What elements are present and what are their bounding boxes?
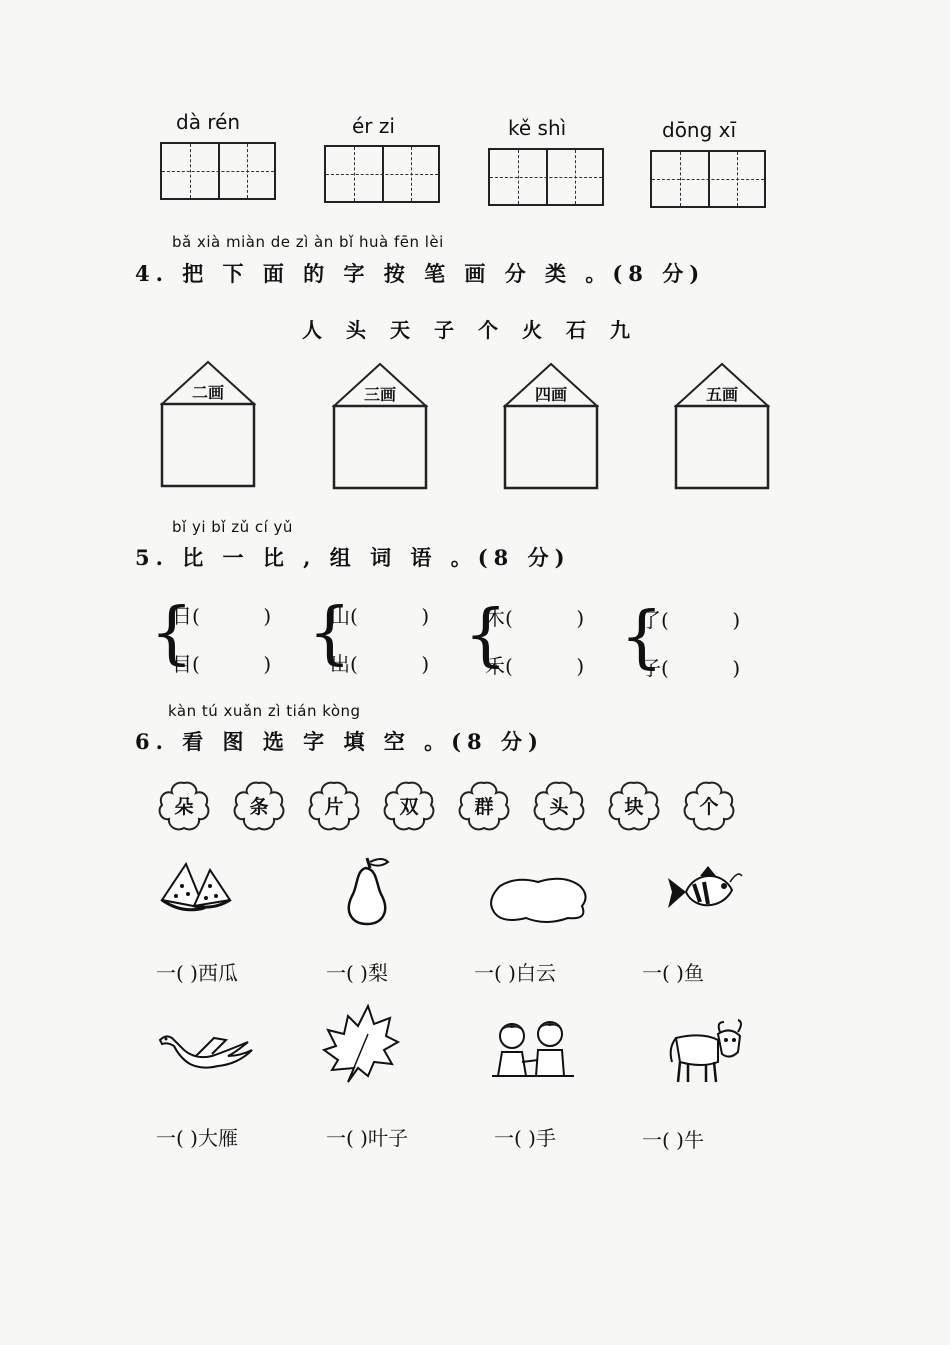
fill-fish[interactable]: 一( )鱼 [642, 961, 704, 985]
fill-hands[interactable]: 一( )手 [494, 1126, 556, 1150]
leaf-icon [318, 1004, 402, 1088]
house-three-strokes[interactable] [332, 362, 428, 490]
word-label-4: 双 [399, 796, 419, 818]
pair-2-bottom[interactable]: 出( ) [330, 652, 430, 676]
pair-4-bottom[interactable]: 子( ) [641, 656, 741, 680]
q5-pinyin: bǐ yi bǐ zǔ cí yǔ [172, 518, 293, 536]
pair-4-top[interactable]: 了( ) [641, 608, 741, 632]
pair-1-bottom[interactable]: 目( ) [172, 652, 272, 676]
fill-cloud[interactable]: 一( )白云 [474, 961, 556, 985]
pear-icon [340, 852, 394, 928]
brace-1: { [150, 594, 194, 673]
word-label-3: 片 [324, 796, 344, 818]
cloud-icon [486, 872, 590, 926]
pinyin-dongxi: dōng xī [662, 118, 737, 142]
word-choice-4[interactable] [381, 778, 437, 834]
pinyin-daren: dà rén [176, 110, 241, 134]
house-five-strokes[interactable] [674, 362, 770, 490]
pair-2-top[interactable]: 山( ) [330, 604, 430, 628]
brace-4: { [620, 598, 664, 677]
word-label-1: 朵 [174, 796, 194, 818]
word-label-7: 块 [624, 796, 644, 818]
pair-1-top[interactable]: 日( ) [172, 604, 272, 628]
q4-pinyin: bǎ xià miàn de zì àn bǐ huà fēn lèi [172, 233, 444, 251]
pinyin-keshi: kě shì [508, 116, 567, 140]
word-choice-6[interactable] [531, 778, 587, 834]
watermelon-icon [158, 856, 234, 920]
goose-icon [156, 1026, 256, 1074]
pair-3-top[interactable]: 木( ) [485, 606, 585, 630]
pinyin-erzi: ér zi [352, 114, 395, 138]
word-choice-5[interactable] [456, 778, 512, 834]
fill-ox[interactable]: 一( )牛 [642, 1128, 704, 1152]
house-label-3: 四画 [534, 385, 567, 404]
fill-watermelon[interactable]: 一( )西瓜 [156, 961, 238, 985]
word-label-6: 头 [549, 796, 569, 818]
word-choice-1[interactable] [156, 778, 212, 834]
ox-icon [666, 1018, 746, 1088]
children-icon [488, 1018, 578, 1080]
fill-pear[interactable]: 一( )梨 [326, 961, 388, 985]
writing-grid-3[interactable] [488, 148, 604, 206]
house-label-1: 二画 [191, 383, 224, 402]
house-label-4: 五画 [705, 385, 738, 404]
word-choice-3[interactable] [306, 778, 362, 834]
brace-2: { [308, 594, 352, 673]
house-label-2: 三画 [363, 385, 396, 404]
word-label-2: 条 [249, 796, 269, 818]
word-choice-7[interactable] [606, 778, 662, 834]
fill-leaf[interactable]: 一( )叶子 [326, 1126, 408, 1150]
q5-title: 5. 比 一 比 , 组 词 语 。(8 分) [135, 545, 571, 570]
word-choice-2[interactable] [231, 778, 287, 834]
writing-grid-4[interactable] [650, 150, 766, 208]
fill-goose[interactable]: 一( )大雁 [156, 1126, 238, 1150]
house-two-strokes[interactable] [160, 360, 256, 488]
house-four-strokes[interactable] [503, 362, 599, 490]
word-label-5: 群 [474, 796, 494, 818]
q4-title: 4. 把 下 面 的 字 按 笔 画 分 类 。(8 分) [135, 261, 706, 286]
pair-3-bottom[interactable]: 禾( ) [485, 654, 585, 678]
brace-3: { [464, 596, 508, 675]
writing-grid-2[interactable] [324, 145, 440, 203]
writing-grid-1[interactable] [160, 142, 276, 200]
q6-pinyin: kàn tú xuǎn zì tián kòng [168, 702, 361, 720]
q4-characters: 人头天子个火石九 [302, 318, 654, 342]
word-label-8: 个 [699, 796, 719, 818]
word-choice-8[interactable] [681, 778, 737, 834]
fish-icon [664, 862, 744, 922]
q6-title: 6. 看 图 选 字 填 空 。(8 分) [135, 729, 544, 754]
